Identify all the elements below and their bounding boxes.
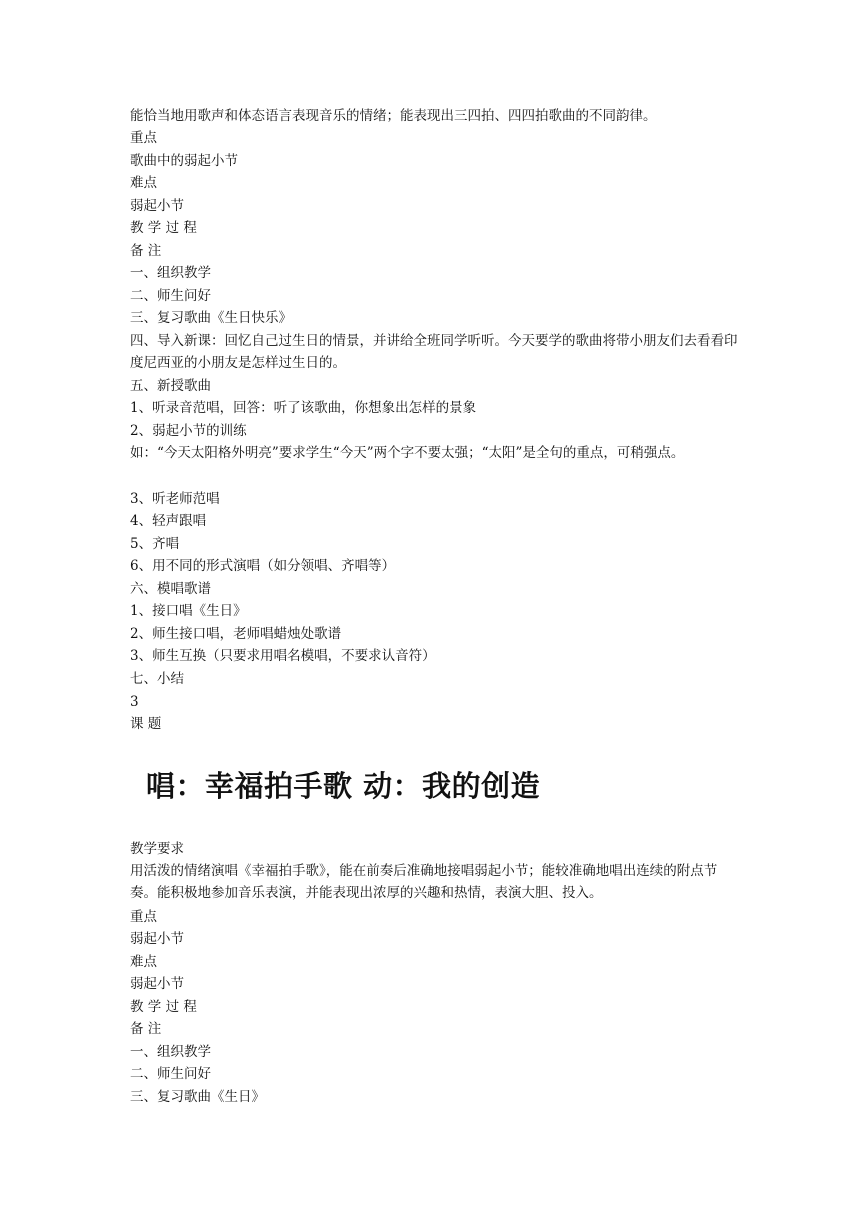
lesson-title: 唱：幸福拍手歌 动：我的创造 (146, 769, 541, 803)
text-line: 备 注 (130, 243, 162, 259)
text-line: 1、听录音范唱，回答：听了该歌曲，你想象出怎样的景象 (130, 400, 477, 416)
text-line: 三、复习歌曲《生日》 (130, 1089, 265, 1105)
text-line: 弱起小节 (130, 976, 184, 992)
text-line: 能恰当地用歌声和体态语言表现音乐的情绪；能表现出三四拍、四四拍歌曲的不同韵律。 (130, 108, 657, 124)
section-heading: 教学要求 (130, 841, 184, 857)
paragraph-intro: 四、导入新课：回忆自己过生日的情景，并讲给全班同学听听。今天要学的歌曲将带小朋友们去看看印度尼西亚的小朋友是怎样过生日的。 (130, 333, 738, 371)
text-line: 弱起小节 (130, 931, 184, 947)
text-line: 六、模唱歌谱 (130, 581, 211, 597)
text-line: 难点 (130, 175, 157, 191)
text-line: 一、组织教学 (130, 1044, 211, 1060)
text-line: 重点 (130, 909, 157, 925)
text-line: 课 题 (130, 716, 162, 732)
text-line: 6、用不同的形式演唱（如分领唱、齐唱等） (130, 558, 396, 574)
text-line: 1、接口唱《生日》 (130, 603, 247, 619)
text-line: 2、弱起小节的训练 (130, 423, 247, 439)
text-line: 五、新授歌曲 (130, 378, 211, 394)
paragraph-requirements: 用活泼的情绪演唱《幸福拍手歌》，能在前奏后准确地接唱弱起小节；能较准确地唱出连续的附点节奏。能积极地参加音乐表演，并能表现出浓厚的兴趣和热情，表演大胆、投入。 (130, 863, 718, 901)
text-line: 备 注 (130, 1021, 162, 1037)
text-line: 七、小结 (130, 671, 184, 687)
text-line: 3、师生互换（只要求用唱名模唱，不要求认音符） (130, 648, 436, 664)
text-line: 教 学 过 程 (130, 220, 197, 236)
text-line: 教 学 过 程 (130, 999, 197, 1015)
text-line: 重点 (130, 130, 157, 146)
text-line: 3、听老师范唱 (130, 491, 220, 507)
text-line: 5、齐唱 (130, 536, 180, 552)
text-line: 歌曲中的弱起小节 (130, 153, 238, 169)
text-line: 4、轻声跟唱 (130, 513, 207, 529)
paragraph-example: 如：“今天太阳格外明亮”要求学生“今天”两个字不要太强；“太阳”是全句的重点，可稍强点。 (130, 445, 685, 461)
text-line: 弱起小节 (130, 198, 184, 214)
text-line: 二、师生问好 (130, 288, 211, 304)
text-line: 三、复习歌曲《生日快乐》 (130, 310, 292, 326)
text-line: 二、师生问好 (130, 1066, 211, 1082)
text-line: 2、师生接口唱，老师唱蜡烛处歌谱 (130, 626, 342, 642)
text-line: 一、组织教学 (130, 265, 211, 281)
text-line: 难点 (130, 954, 157, 970)
page-number: 3 (130, 694, 139, 710)
